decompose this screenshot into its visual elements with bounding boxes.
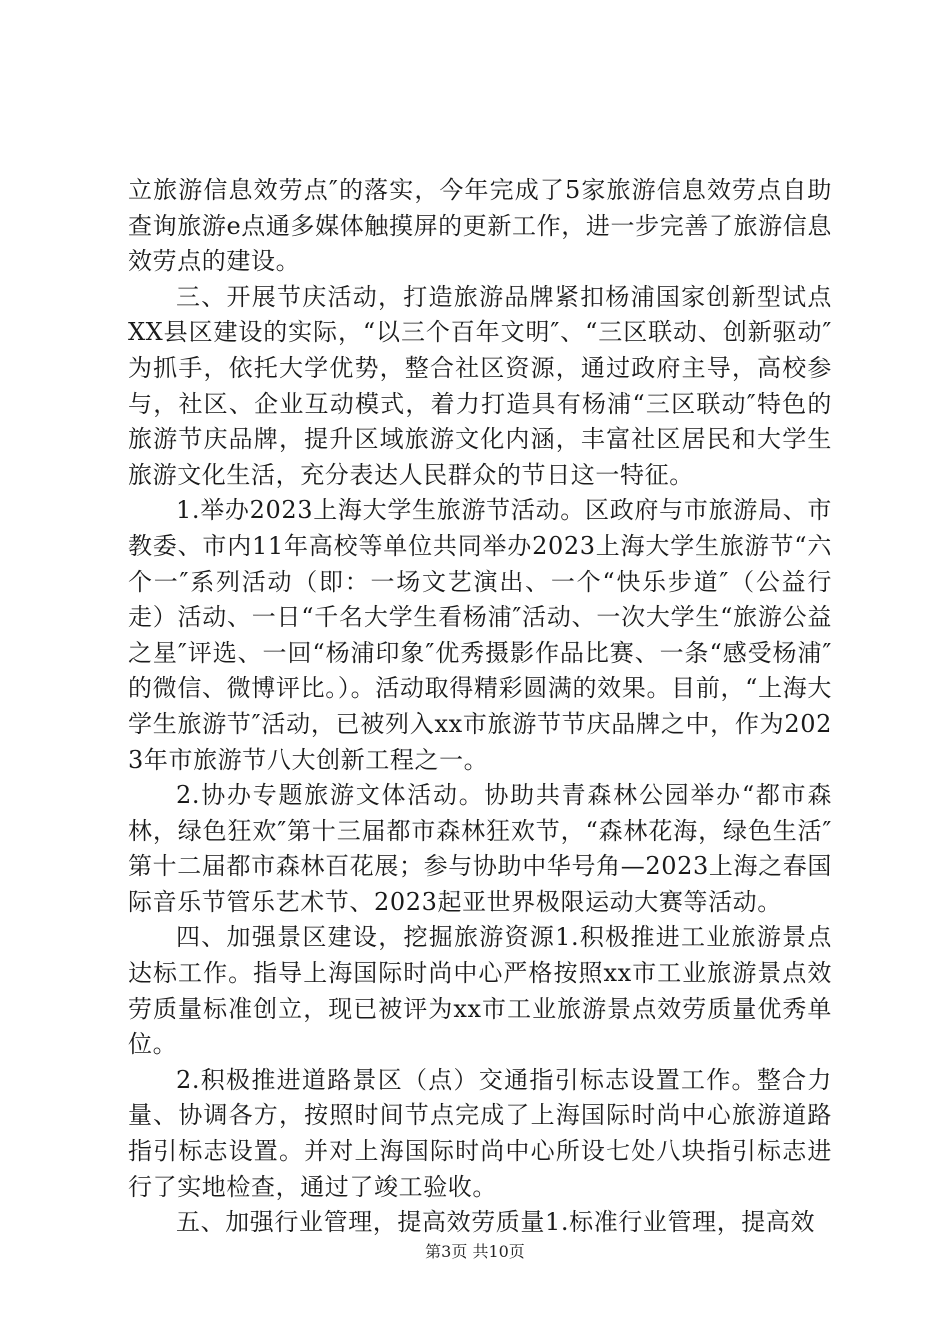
page-number-footer: 第3页 共10页 [425, 1242, 525, 1261]
paragraph-continuation: 立旅游信息效劳点″的落实，今年完成了5家旅游信息效劳点自助查询旅游e点通多媒体触摸屏的更新工作，进一步完善了旅游信息效劳点的建设。 [128, 176, 832, 276]
paragraph-section-five: 五、加强行业管理，提高效劳质量1.标准行业管理，提高效 [176, 1208, 816, 1237]
paragraph-item-2b: 2.积极推进道路景区（点）交通指引标志设置工作。整合力量、协调各方，按照时间节点完成了上海国际时尚中心旅游道路指引标志设置。并对上海国际时尚中心所设七处八块指引标志进行了实地检查，通过了竣工验收。 [128, 1065, 832, 1201]
paragraph-section-three: 三、开展节庆活动，打造旅游品牌紧扣杨浦国家创新型试点XX县区建设的实际，“以三个百年文明″、“三区联动、创新驱动″为抓手，依托大学优势，整合社区资源，通过政府主导，高校参与，社区、企业互动模式，着力打造具有杨浦“三区联动″特色的旅游节庆品牌，提升区域旅游文化内涵，丰富社区居民和大学生旅游文化生活，充分表达人民群众的节日这一特征。 [128, 282, 832, 489]
paragraph-section-four: 四、加强景区建设，挖掘旅游资源1.积极推进工业旅游景点达标工作。指导上海国际时尚中心严格按照xx市工业旅游景点效劳质量标准创立，现已被评为xx市工业旅游景点效劳质量优秀单位。 [128, 923, 832, 1059]
paragraph-item-1: 1.举办2023上海大学生旅游节活动。区政府与市旅游局、市教委、市内11年高校等单位共同举办2023上海大学生旅游节“六个一″系列活动（即：一场文艺演出、一个“快乐步道″（公益行走）活动、一日“千名大学生看杨浦″活动、一次大学生“旅游公益之星″评选、一回“杨浦印象″优秀摄影作品比赛、一条“感受杨浦″的微信、微博评比。）。活动取得精彩圆满的效果。目前，“上海大学生旅游节″活动，已被列入xx市旅游节节庆品牌之中，作为2023年市旅游节八大创新工程之一。 [128, 496, 832, 774]
document-body [128, 173, 832, 1241]
paragraph-item-2: 2.协办专题旅游文体活动。协助共青森林公园举办“都市森林，绿色狂欢″第十三届都市森林狂欢节，“森林花海，绿色生活″第十二届都市森林百花展；参与协助中华号角—2023上海之春国际音乐节管乐艺术节、2023起亚世界极限运动大赛等活动。 [128, 781, 832, 916]
